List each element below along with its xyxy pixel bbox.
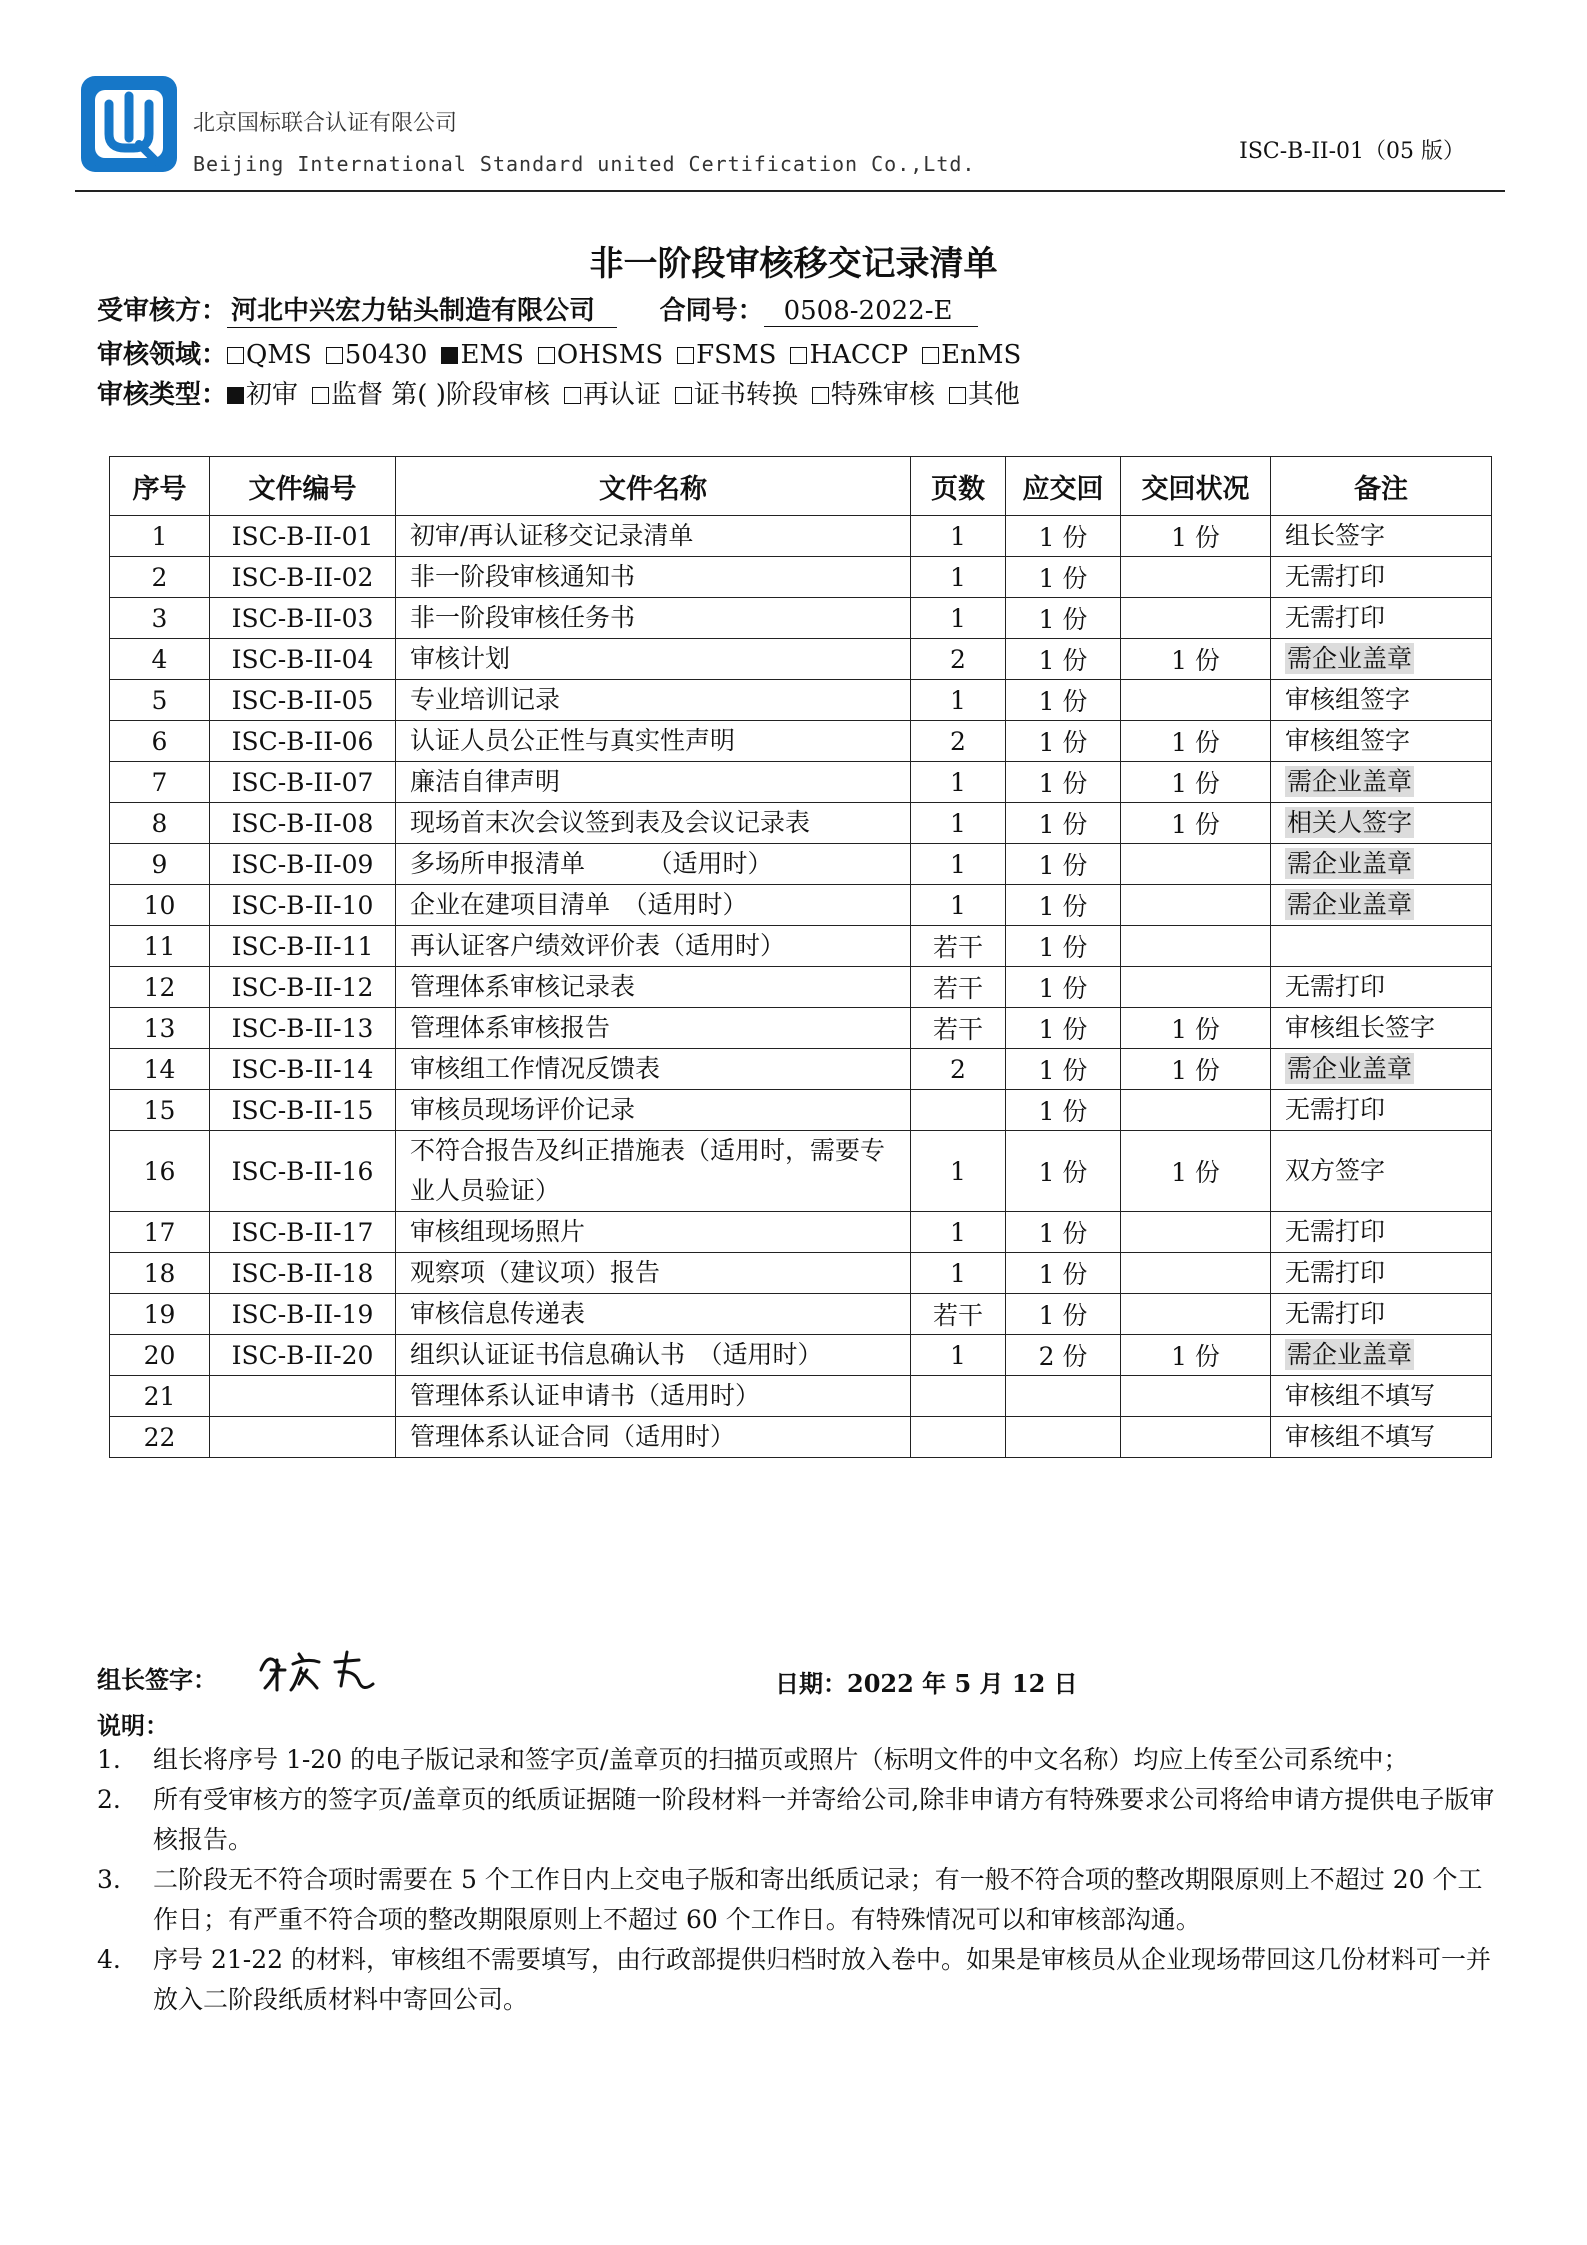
audit-domain-option-label: 50430	[344, 340, 428, 370]
audit-domain-option-label: OHSMS	[556, 340, 664, 370]
company-logo	[79, 74, 179, 174]
row-no: 10	[143, 890, 176, 920]
audit-type-option-label: 证书转换	[693, 380, 798, 410]
audit-type-option-label: 再认证	[582, 380, 661, 410]
row-no: 15	[143, 1095, 176, 1125]
row-due: 1 份	[1038, 1097, 1088, 1126]
row-returned: 1 份	[1171, 646, 1220, 675]
row-pages: 2	[950, 644, 966, 674]
note-number: 1.	[97, 1745, 121, 1774]
row-due: 1 份	[1038, 605, 1088, 634]
leader-signature	[255, 1640, 385, 1696]
row-due: 1 份	[1038, 974, 1088, 1003]
col-header-remark: 备注	[1271, 457, 1492, 516]
row-no: 1	[151, 521, 168, 551]
note-number: 4.	[97, 1945, 121, 1974]
contract-label: 合同号：	[659, 296, 764, 326]
row-file-name: 管理体系审核记录表	[410, 972, 636, 1001]
row-pages: 若干	[932, 933, 983, 962]
audit-type-option[interactable]	[675, 374, 798, 411]
note-number: 3.	[97, 1865, 121, 1894]
audit-domain-option[interactable]	[790, 340, 908, 370]
row-no: 5	[151, 685, 168, 715]
audit-type-option-label: 初审	[246, 380, 299, 410]
company-name-en: Beijing International Standard united Certification Co.,Ltd.	[193, 152, 976, 176]
row-remark: 需企业盖章	[1287, 1340, 1413, 1369]
row-remark: 需企业盖章	[1287, 890, 1413, 919]
row-file-name: 组织认证证书信息确认书 （适用时）	[410, 1340, 823, 1369]
audit-domain-options	[227, 340, 1035, 370]
col-header-returned: 交回状况	[1121, 457, 1271, 516]
row-file-name: 再认证客户绩效评价表（适用时）	[410, 931, 786, 960]
col-header-code: 文件编号	[210, 457, 396, 516]
row-no: 18	[143, 1258, 176, 1288]
row-file-code: ISC-B-II-17	[231, 1217, 374, 1247]
row-file-name: 初审/再认证移交记录清单	[410, 521, 694, 550]
row-pages: 1	[950, 767, 966, 797]
checkbox-icon[interactable]	[949, 387, 966, 404]
audit-domain-option-label: QMS	[246, 340, 312, 370]
note-number: 2.	[97, 1785, 121, 1814]
row-no: 22	[143, 1422, 176, 1452]
row-remark: 审核组长签字	[1285, 1013, 1436, 1042]
row-due: 1 份	[1038, 1056, 1088, 1085]
row-no: 3	[151, 603, 168, 633]
checkbox-icon[interactable]	[326, 347, 343, 364]
row-no: 14	[143, 1054, 176, 1084]
table-row	[110, 1376, 1492, 1417]
row-due: 1 份	[1038, 728, 1088, 757]
row-remark: 无需打印	[1285, 1217, 1386, 1246]
row-remark: 需企业盖章	[1287, 644, 1413, 673]
audit-domain-label: 审核领域：	[97, 340, 228, 370]
row-remark: 无需打印	[1285, 1095, 1386, 1124]
table-row	[110, 721, 1492, 762]
note-text: 组长将序号 1-20 的电子版记录和签字页/盖章页的扫描页或照片（标明文件的中文名称）均应上传至公司系统中；	[153, 1745, 1409, 1774]
row-remark: 双方签字	[1285, 1156, 1386, 1185]
table-row	[110, 762, 1492, 803]
audit-type-option-label: 监督 第( )阶段审核	[331, 380, 550, 410]
contract-value: 0508-2022-E	[764, 296, 979, 327]
row-due: 1 份	[1038, 769, 1088, 798]
row-pages: 1	[950, 685, 966, 715]
row-file-code: ISC-B-II-05	[231, 685, 374, 715]
transfer-record-table	[109, 456, 1492, 1458]
row-no: 11	[143, 931, 176, 961]
audit-type-label: 审核类型：	[97, 380, 228, 410]
table-header-row	[110, 457, 1492, 516]
row-pages: 若干	[932, 1301, 983, 1330]
row-file-name: 认证人员公正性与真实性声明	[410, 726, 736, 755]
row-due: 1 份	[1038, 523, 1088, 552]
row-pages: 2	[950, 1054, 966, 1084]
audit-domain-option[interactable]	[227, 340, 312, 370]
leader-sign-label: 组长签字：	[97, 1665, 217, 1694]
row-file-name: 管理体系认证申请书（适用时）	[410, 1381, 761, 1410]
row-pages: 若干	[932, 1015, 983, 1044]
row-due: 1 份	[1038, 1015, 1088, 1044]
checkbox-icon[interactable]	[227, 347, 244, 364]
checkbox-icon[interactable]	[564, 387, 581, 404]
row-file-code: ISC-B-II-04	[231, 644, 374, 674]
row-file-code: ISC-B-II-09	[231, 849, 374, 879]
note-item	[97, 1860, 1507, 1940]
row-returned: 1 份	[1171, 728, 1220, 757]
row-due: 1 份	[1038, 1219, 1088, 1248]
row-file-name: 专业培训记录	[410, 685, 561, 714]
row-pages: 2	[950, 726, 966, 756]
table-row	[110, 1417, 1492, 1458]
note-item	[97, 1940, 1507, 2020]
table-row	[110, 1335, 1492, 1376]
audit-type-option[interactable]	[312, 374, 550, 411]
row-file-name: 非一阶段审核任务书	[410, 603, 636, 632]
row-due: 1 份	[1038, 933, 1088, 962]
row-file-name: 观察项（建议项）报告	[410, 1258, 661, 1287]
row-file-name: 管理体系审核报告	[410, 1013, 611, 1042]
audit-domain-option-label: EMS	[460, 340, 524, 370]
row-remark: 无需打印	[1285, 1258, 1386, 1287]
audit-domain-option[interactable]	[538, 340, 663, 370]
table-row	[110, 1253, 1492, 1294]
table-row	[110, 557, 1492, 598]
checkbox-icon[interactable]	[677, 347, 694, 364]
document-code: ISC-B-II-01（05 版）	[1239, 139, 1465, 164]
row-pages: 1	[950, 808, 966, 838]
row-remark: 审核组不填写	[1285, 1381, 1436, 1410]
row-remark: 无需打印	[1285, 562, 1386, 591]
row-no: 8	[151, 808, 168, 838]
row-due: 1 份	[1038, 1158, 1088, 1187]
row-file-name: 多场所申报清单 （适用时）	[410, 849, 773, 878]
row-pages: 1	[950, 562, 966, 592]
row-file-code: ISC-B-II-12	[231, 972, 374, 1002]
row-returned: 1 份	[1171, 1158, 1220, 1187]
checkbox-icon[interactable]	[812, 387, 829, 404]
table-row	[110, 1294, 1492, 1335]
row-no: 9	[151, 849, 168, 879]
row-file-name: 现场首末次会议签到表及会议记录表	[410, 808, 811, 837]
audit-domain-option[interactable]	[677, 340, 776, 370]
table-row	[110, 680, 1492, 721]
row-remark: 需企业盖章	[1287, 849, 1413, 878]
note-text: 序号 21-22 的材料，审核组不需要填写，由行政部提供归档时放入卷中。如果是审核员从企业现场带回这几份材料可一并放入二阶段纸质材料中寄回公司。	[153, 1945, 1491, 2014]
row-pages: 1	[950, 1217, 966, 1247]
row-file-name: 审核组工作情况反馈表	[410, 1054, 661, 1083]
row-returned: 1 份	[1171, 1342, 1220, 1371]
row-file-code: ISC-B-II-01	[231, 521, 374, 551]
row-file-name: 审核组现场照片	[410, 1217, 586, 1246]
notes-list	[97, 1740, 1507, 2020]
checked-checkbox-icon[interactable]	[441, 347, 458, 364]
audit-domain-option-label: FSMS	[696, 340, 777, 370]
table-row	[110, 516, 1492, 557]
note-item	[97, 1780, 1507, 1860]
row-no: 21	[143, 1381, 176, 1411]
date: 日期：2022 年 5 月 12 日	[775, 1669, 1078, 1698]
table-row	[110, 1131, 1492, 1212]
row-file-code: ISC-B-II-08	[231, 808, 374, 838]
table-row	[110, 844, 1492, 885]
table-row	[110, 1212, 1492, 1253]
row-pages: 1	[950, 1156, 966, 1186]
row-file-code: ISC-B-II-16	[231, 1156, 374, 1186]
col-header-due: 应交回	[1006, 457, 1121, 516]
col-header-pages: 页数	[911, 457, 1006, 516]
company-name-cn: 北京国标联合认证有限公司	[193, 111, 458, 136]
row-remark: 组长签字	[1285, 521, 1386, 550]
note-item	[97, 1740, 1507, 1780]
audit-type-line	[97, 374, 1034, 411]
row-file-code: ISC-B-II-07	[231, 767, 374, 797]
checkbox-icon[interactable]	[922, 347, 939, 364]
audit-type-options	[227, 380, 1034, 410]
row-remark: 审核组签字	[1285, 726, 1411, 755]
row-due: 1 份	[1038, 564, 1088, 593]
table-row	[110, 803, 1492, 844]
checkbox-icon[interactable]	[538, 347, 555, 364]
row-pages: 1	[950, 1258, 966, 1288]
row-file-name: 审核信息传递表	[410, 1299, 586, 1328]
page-header	[75, 72, 1505, 192]
row-file-name: 审核计划	[410, 644, 511, 673]
row-file-code: ISC-B-II-13	[231, 1013, 374, 1043]
row-due: 1 份	[1038, 810, 1088, 839]
row-file-code: ISC-B-II-03	[231, 603, 374, 633]
table-row	[110, 926, 1492, 967]
row-file-code: ISC-B-II-06	[231, 726, 374, 756]
row-due: 1 份	[1038, 851, 1088, 880]
row-file-name: 非一阶段审核通知书	[410, 562, 636, 591]
row-pages: 1	[950, 1340, 966, 1370]
table-row	[110, 967, 1492, 1008]
row-no: 6	[151, 726, 168, 756]
note-text: 所有受审核方的签字页/盖章页的纸质证据随一阶段材料一并寄给公司,除非申请方有特殊要求公司将给申请方提供电子版审核报告。	[153, 1785, 1495, 1854]
row-due: 1 份	[1038, 892, 1088, 921]
audit-domain-option-label: EnMS	[941, 340, 1022, 370]
audit-type-option[interactable]	[227, 374, 298, 411]
checkbox-icon[interactable]	[312, 387, 329, 404]
checked-checkbox-icon[interactable]	[227, 387, 244, 404]
row-file-code: ISC-B-II-20	[231, 1340, 374, 1370]
row-due: 1 份	[1038, 646, 1088, 675]
row-due: 1 份	[1038, 1301, 1088, 1330]
row-no: 13	[143, 1013, 176, 1043]
row-pages: 1	[950, 603, 966, 633]
row-file-name: 企业在建项目清单 （适用时）	[410, 890, 748, 919]
audit-type-option[interactable]	[812, 374, 935, 411]
row-remark: 审核组签字	[1285, 685, 1411, 714]
audit-type-option-label: 其他	[967, 380, 1020, 410]
row-no: 19	[143, 1299, 176, 1329]
audited-party-label: 受审核方：	[97, 296, 228, 326]
audit-domain-option-label: HACCP	[809, 340, 909, 370]
row-returned: 1 份	[1171, 1056, 1220, 1085]
table-row	[110, 598, 1492, 639]
audit-domain-line	[97, 334, 1035, 371]
checkbox-icon[interactable]	[675, 387, 692, 404]
row-file-name: 审核员现场评价记录	[410, 1095, 636, 1124]
note-text: 二阶段无不符合项时需要在 5 个工作日内上交电子版和寄出纸质记录；有一般不符合项的整改期限原则上不超过 20 个工作日；有严重不符合项的整改期限原则上不超过 60 个工作日。有特殊情况可以和审核部沟通。	[153, 1865, 1483, 1934]
row-pages: 若干	[932, 974, 983, 1003]
row-file-code: ISC-B-II-10	[231, 890, 374, 920]
row-no: 12	[143, 972, 176, 1002]
row-no: 4	[151, 644, 168, 674]
row-returned: 1 份	[1171, 769, 1220, 798]
row-pages: 1	[950, 890, 966, 920]
audited-party-value: 河北中兴宏力钻头制造有限公司	[227, 290, 617, 328]
audited-party-line	[97, 290, 978, 328]
row-file-code: ISC-B-II-14	[231, 1054, 374, 1084]
audit-type-option[interactable]	[564, 374, 661, 411]
audit-type-option[interactable]	[949, 374, 1020, 411]
row-returned: 1 份	[1171, 810, 1220, 839]
row-remark: 相关人签字	[1287, 808, 1413, 837]
row-due: 2 份	[1038, 1342, 1088, 1371]
row-no: 20	[143, 1340, 176, 1370]
col-header-name: 文件名称	[396, 457, 911, 516]
table-row	[110, 1049, 1492, 1090]
row-remark: 无需打印	[1285, 972, 1386, 1001]
row-file-name: 廉洁自律声明	[410, 767, 561, 796]
row-no: 2	[151, 562, 168, 592]
row-due: 1 份	[1038, 687, 1088, 716]
row-no: 7	[151, 767, 168, 797]
table-row	[110, 1090, 1492, 1131]
row-file-code: ISC-B-II-18	[231, 1258, 374, 1288]
row-due: 1 份	[1038, 1260, 1088, 1289]
row-file-code: ISC-B-II-11	[231, 931, 374, 961]
checkbox-icon[interactable]	[790, 347, 807, 364]
audit-domain-option[interactable]	[326, 340, 428, 370]
table-row	[110, 1008, 1492, 1049]
row-remark: 需企业盖章	[1287, 767, 1413, 796]
notes-title: 说明：	[97, 1711, 169, 1740]
row-no: 17	[143, 1217, 176, 1247]
audit-domain-option[interactable]	[922, 340, 1021, 370]
col-header-no: 序号	[110, 457, 210, 516]
row-pages: 1	[950, 521, 966, 551]
row-file-code: ISC-B-II-19	[231, 1299, 374, 1329]
row-remark: 审核组不填写	[1285, 1422, 1436, 1451]
audit-type-option-label: 特殊审核	[830, 380, 935, 410]
table-row	[110, 885, 1492, 926]
audit-domain-option[interactable]	[441, 340, 523, 370]
row-remark: 无需打印	[1285, 1299, 1386, 1328]
page-title: 非一阶段审核移交记录清单	[589, 244, 998, 284]
row-remark: 无需打印	[1285, 603, 1386, 632]
row-returned: 1 份	[1171, 523, 1220, 552]
row-remark: 需企业盖章	[1287, 1054, 1413, 1083]
row-no: 16	[143, 1156, 176, 1186]
row-pages: 1	[950, 849, 966, 879]
row-returned: 1 份	[1171, 1015, 1220, 1044]
row-file-code: ISC-B-II-02	[231, 562, 374, 592]
row-file-name: 不符合报告及纠正措施表（适用时，需要专业人员验证）	[410, 1136, 886, 1205]
row-file-name: 管理体系认证合同（适用时）	[410, 1422, 736, 1451]
table-row	[110, 639, 1492, 680]
row-file-code: ISC-B-II-15	[231, 1095, 374, 1125]
